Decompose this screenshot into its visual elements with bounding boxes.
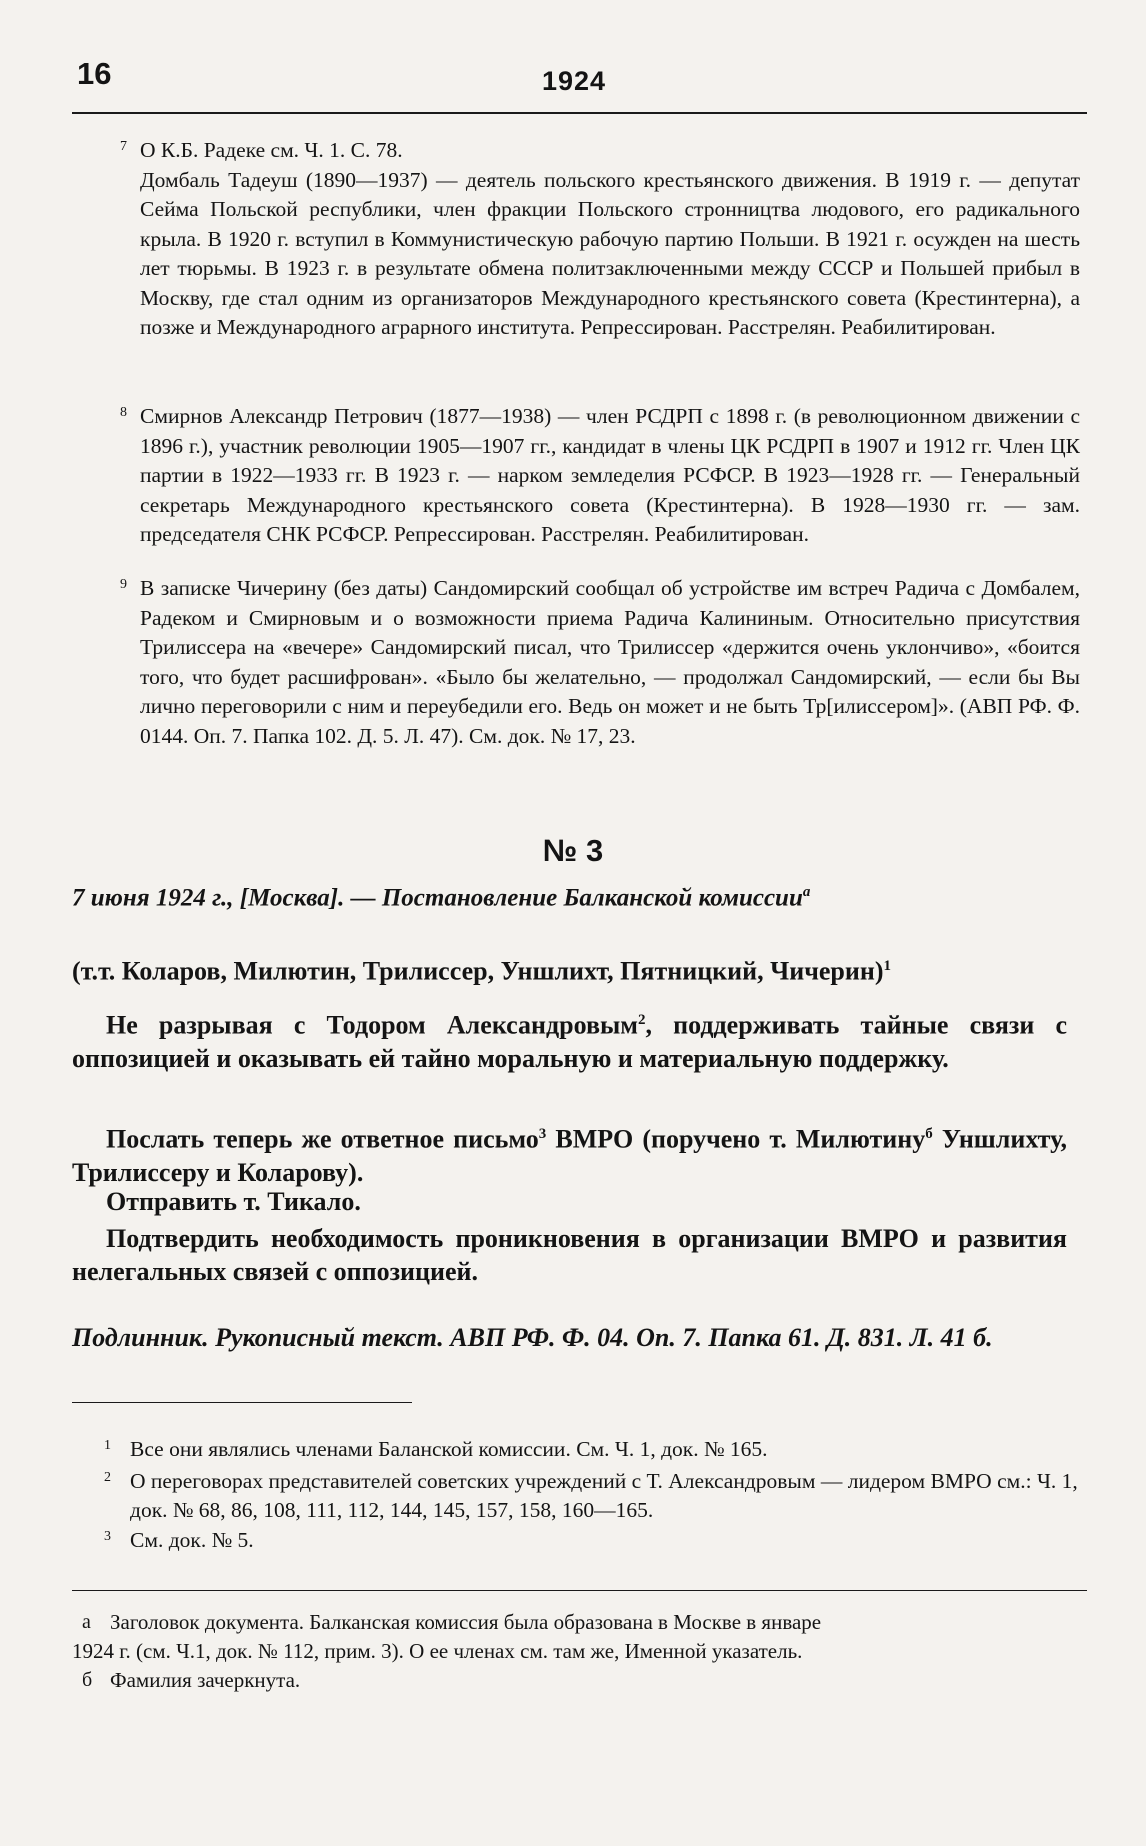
endnote-marker: 8 <box>120 405 127 420</box>
document-number: № 3 <box>542 833 604 868</box>
footnote-3 <box>104 1526 1085 1555</box>
letter-note-line-1: Заголовок документа. Балканская комиссия была образована в Москве в январе <box>110 1610 822 1634</box>
letter-note-marker: а <box>82 1611 91 1633</box>
document-heading-text: 7 июня 1924 г., [Москва]. — Постановление Балканской комиссии <box>72 884 803 912</box>
p2-letter-marker: б <box>925 1126 933 1142</box>
p2-text-a: Послать теперь же ответное письмо <box>106 1124 539 1154</box>
resolution-paragraph-3: Отправить т. Тикало. <box>106 1187 361 1216</box>
footnote-text: См. док. № 5. <box>130 1528 254 1552</box>
page-number: 16 <box>77 56 112 91</box>
p2-footnote-marker: 3 <box>538 1126 547 1142</box>
header-rule <box>72 112 1087 114</box>
endnote-marker: 9 <box>120 577 127 592</box>
letter-notes-rule <box>72 1590 1087 1591</box>
endnote-paragraph: Смирнов Александр Петрович (1877—1938) — член РСДРП с 1898 г. (в революционном движении с 1896 г.), участник революции 1905—1907 гг., кандидат в члены ЦК РСДРП в 1907 и 1912 гг. Член ЦК партии в 1922—1933 гг. В 1923 г. — нарком земледелия РСФСР. В 1923—1928 гг. — Генеральный секретарь Международного крестьянского совета (Крестинтерна). В 1928—1930 гг. — зам. председателя СНК РСФСР. Репрессирован. Расстрелян. Реабилитирован. <box>140 404 1080 546</box>
commission-members <box>72 950 1067 988</box>
p2-text-b: ВМРО (поручено т. Милютину <box>546 1124 926 1154</box>
endnote-paragraph: Домбаль Тадеуш (1890—1937) — деятель польского крестьянского движения. В 1919 г. — депутат Сейма Польской республики, член фракции Польского стронництва людового, его радикального крыла. В 1920 г. вступил в Коммунистическую рабочую партию Польши. В 1921 г. осужден на шесть лет тюрьмы. В 1923 г. в результате обмена политзаключенными между СССР и Польшей прибыл в Москву, где стал одним из организаторов Международного крестьянского совета (Крестинтерна), а позже и Международного аграрного института. Репрессирован. Расстрелян. Реабилитирован. <box>140 167 1080 339</box>
members-text: (т.т. Коларов, Милютин, Трилиссер, Уншлихт, Пятницкий, Чичерин) <box>72 956 884 986</box>
p1-footnote-marker: 2 <box>638 1012 646 1028</box>
footnote-1 <box>104 1435 1085 1464</box>
heading-note-marker: а <box>802 884 811 900</box>
endnote-paragraph: В записке Чичерину (без даты) Сандомирский сообщал об устройстве им встреч Радича с Домбалем, Радеком и Смирновым и о возможности приема Радича Калининым. Относительно присутствия Трилиссера на «вечере» Сандомирский писал, что Трилиссер «держится очень уклончиво», «боится того, что будет расшифрован». «Было бы желательно, — продолжал Сандомирский, — если бы Вы лично переговорили с ним и переубедили его. Ведь он может и не быть Тр[илиссером]». (АВП РФ. Ф. 0144. Оп. 7. Папка 102. Д. 5. Л. 47). См. док. № 17, 23. <box>140 576 1080 748</box>
letter-note-line-2: 1924 г. (см. Ч.1, док. № 112, прим. 3). О ее членах см. там же, Именной указатель. <box>72 1639 803 1663</box>
endnote-9 <box>120 574 1080 751</box>
running-year: 1924 <box>542 66 607 96</box>
letter-note-marker: б <box>82 1669 93 1691</box>
footnote-marker: 2 <box>104 1470 111 1485</box>
resolution-paragraph-4: Подтвердить необходимость проникновения в организации ВМРО и развития нелегальных связей с оппозицией. <box>72 1224 1067 1286</box>
running-header <box>72 56 1087 114</box>
letter-note-line-1: Фамилия зачеркнута. <box>110 1668 301 1692</box>
endnote-marker: 7 <box>120 139 127 154</box>
endnote-paragraph: О К.Б. Радеке см. Ч. 1. С. 78. <box>140 138 403 162</box>
footnote-text: О переговорах представителей советских учреждений с Т. Александровым — лидером ВМРО см.: Ч. 1, док. № 68, 86, 108, 111, 112, 144, 145, 157, 158, 160—165. <box>130 1469 1078 1522</box>
endnote-7 <box>120 136 1080 343</box>
footnote-marker: 1 <box>104 1438 111 1453</box>
p1-text-b: , поддерживать тайные связи с оппозицией и оказывать ей тайно моральную и материальную поддержку. <box>72 1010 1067 1073</box>
p2-text-c: Уншлихту, Трилиссеру и Коларову). <box>72 1124 1067 1187</box>
document-heading <box>72 884 1072 912</box>
resolution-paragraph-2 <box>72 1118 1067 1189</box>
footnote-2 <box>104 1467 1085 1525</box>
footnote-marker: 3 <box>104 1529 111 1544</box>
archive-source: Подлинник. Рукописный текст. АВП РФ. Ф. 04. Оп. 7. Папка 61. Д. 831. Л. 41 б. <box>72 1323 993 1352</box>
p1-text-a: Не разрывая с Тодором Александровым <box>106 1010 638 1040</box>
members-footnote-marker: 1 <box>883 958 891 974</box>
footnote-rule <box>72 1402 412 1403</box>
endnote-8 <box>120 402 1080 550</box>
footnote-text: Все они являлись членами Баланской комиссии. См. Ч. 1, док. № 165. <box>130 1437 768 1461</box>
resolution-paragraph-1 <box>72 1004 1067 1075</box>
